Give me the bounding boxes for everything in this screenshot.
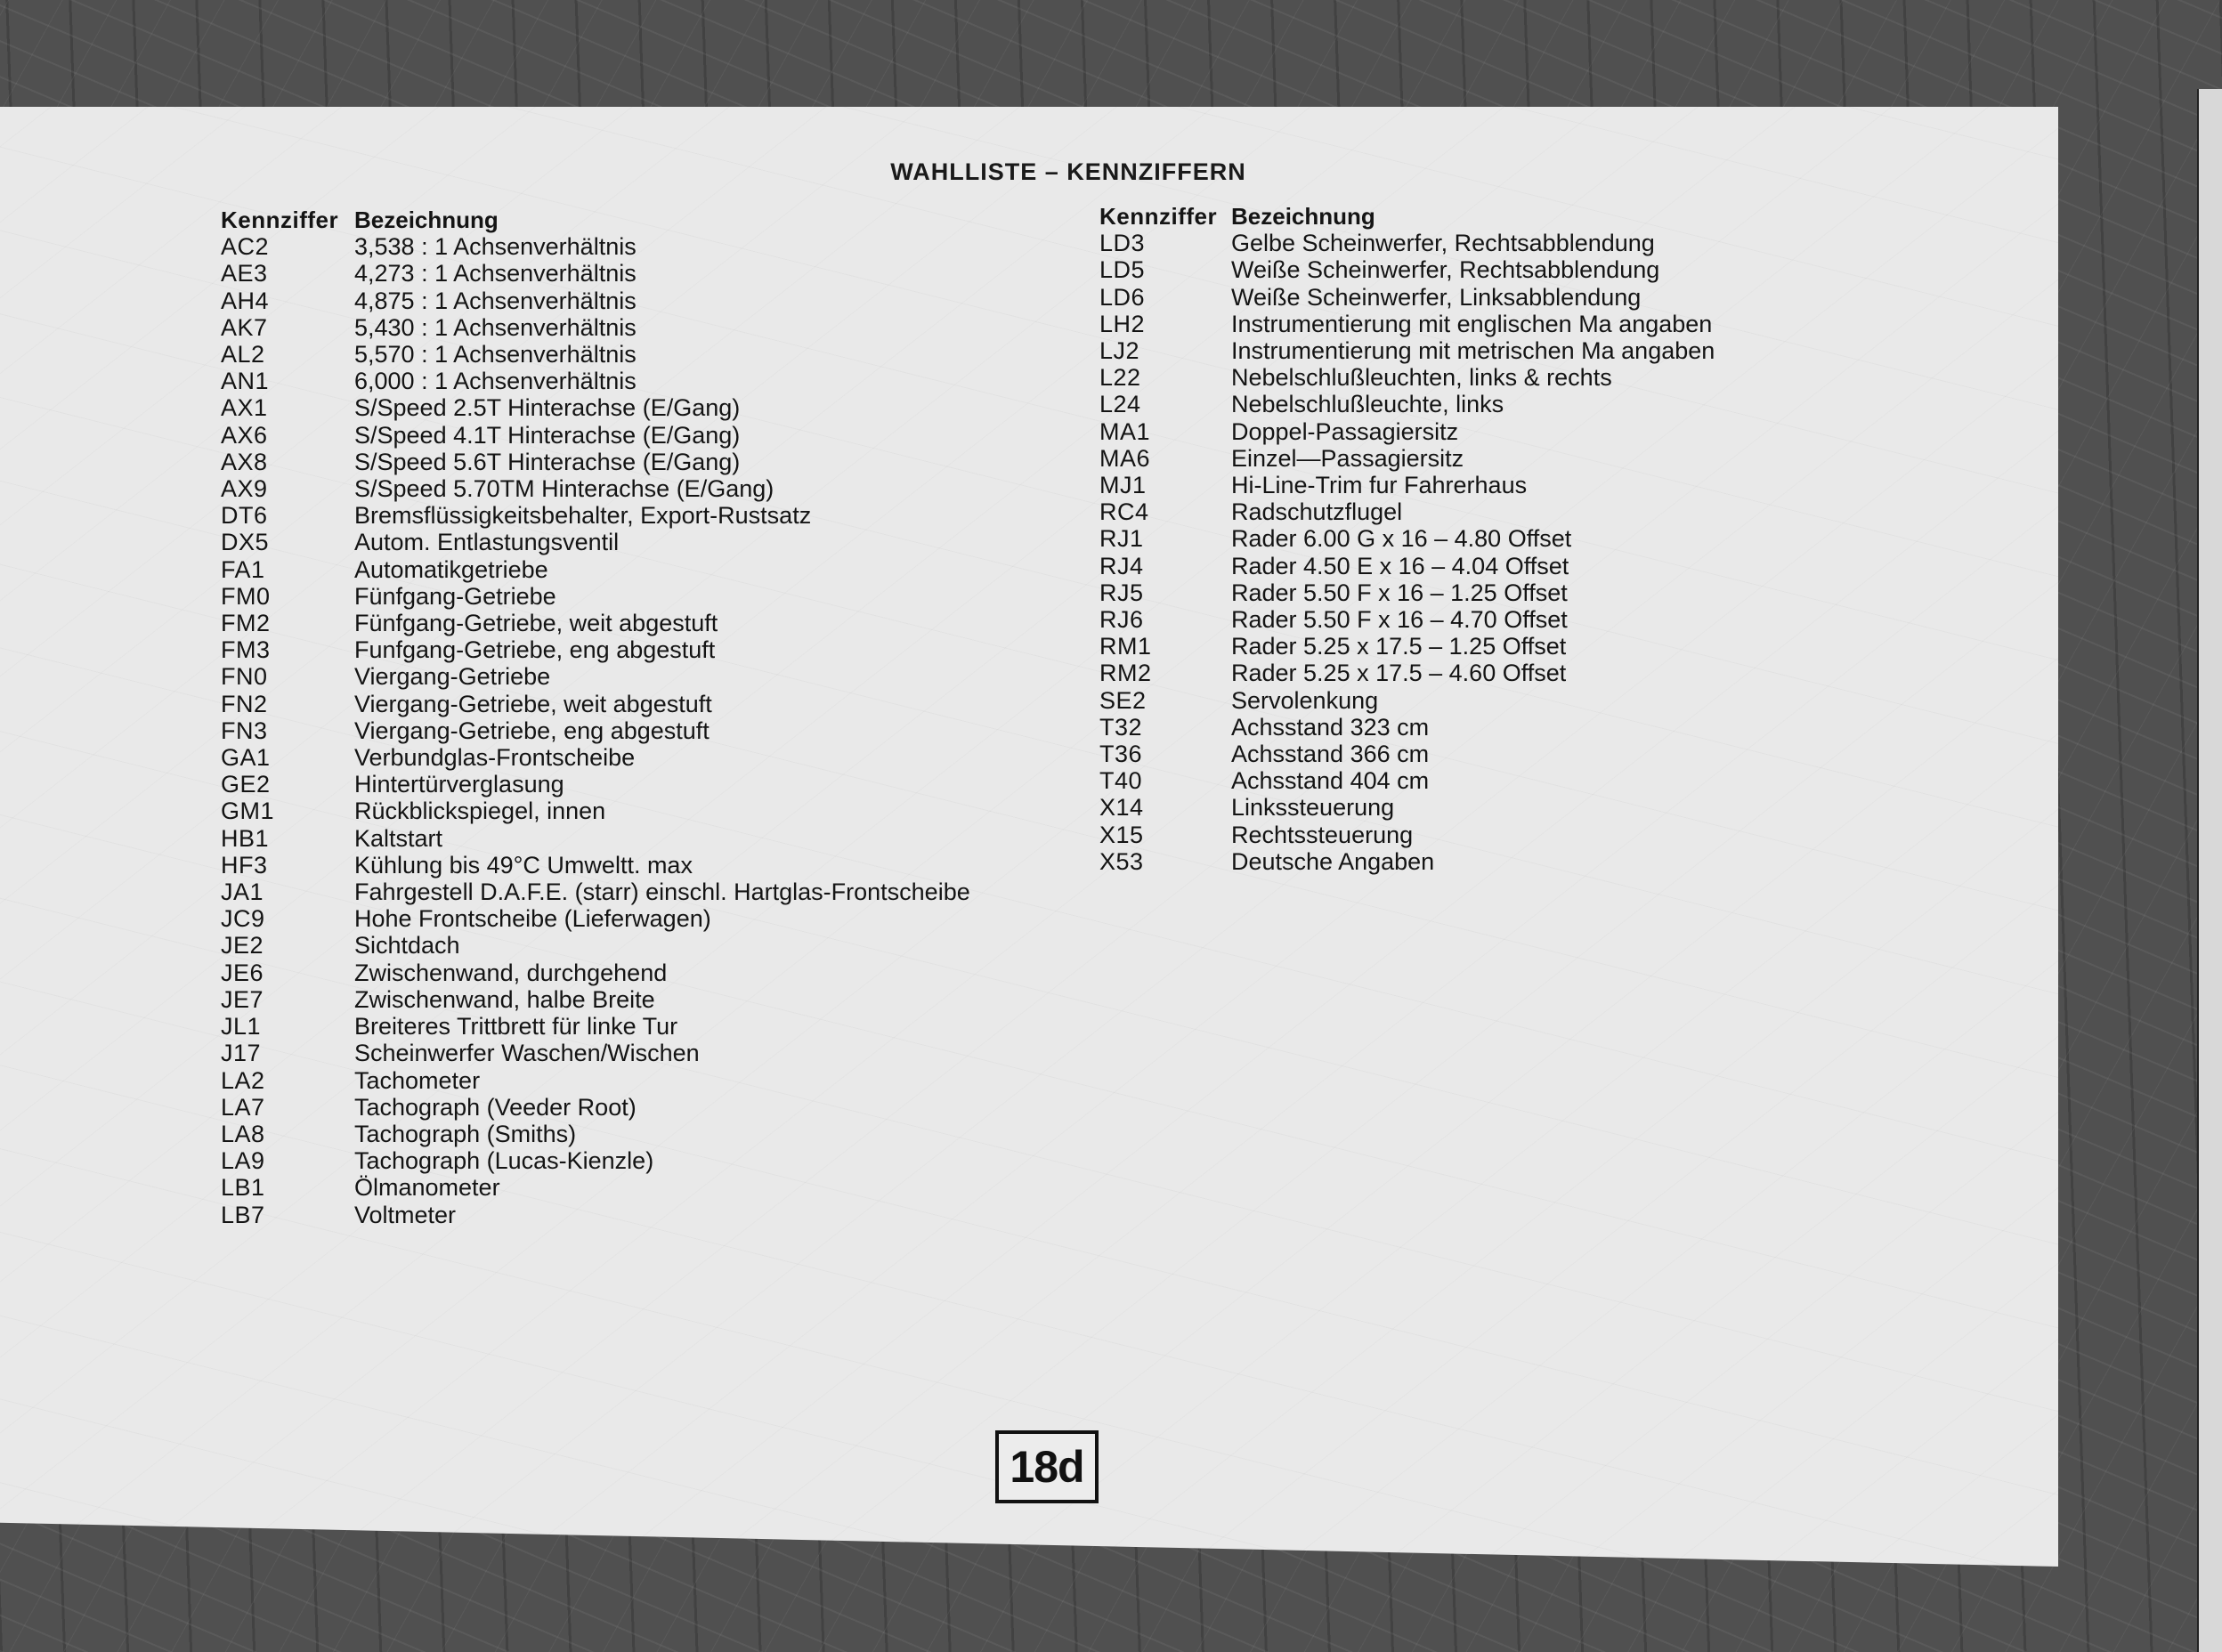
table-row — [221, 691, 1058, 717]
table-row — [221, 449, 1058, 475]
table-row — [1099, 687, 1865, 714]
table-row — [1099, 391, 1865, 417]
option-code: LH2 — [1099, 310, 1146, 337]
option-code: JE6 — [221, 959, 264, 986]
option-description: 4,875 : 1 Achsenverhältnis — [354, 287, 637, 314]
option-description: Einzel—Passagiersitz — [1231, 444, 1464, 472]
option-code: AH4 — [221, 287, 270, 314]
table-row — [1099, 337, 1865, 364]
table-row — [221, 986, 1058, 1013]
table-row — [1099, 767, 1865, 794]
header-description: Bezeichnung — [354, 206, 499, 233]
option-code: SE2 — [1099, 686, 1147, 714]
option-description: Viergang-Getriebe, weit abgestuft — [354, 690, 712, 717]
option-code: FM3 — [221, 636, 271, 664]
page-title: WAHLLISTE – KENNZIFFERN — [890, 158, 1246, 185]
option-code: AX1 — [221, 394, 268, 422]
option-description: Rader 5.25 x 17.5 – 4.60 Offset — [1231, 660, 1567, 687]
option-description: 5,570 : 1 Achsenverhältnis — [354, 341, 637, 368]
option-description: 4,273 : 1 Achsenverhältnis — [354, 260, 637, 287]
option-code: MJ1 — [1099, 472, 1147, 499]
table-row — [221, 1121, 1058, 1147]
option-code: RJ5 — [1099, 579, 1144, 606]
option-code: DX5 — [221, 529, 270, 556]
table-row — [221, 663, 1058, 690]
option-code: FN3 — [221, 717, 268, 744]
table-row — [221, 583, 1058, 610]
option-description: Zwischenwand, halbe Breite — [354, 985, 655, 1013]
left-table-body — [221, 233, 1058, 1228]
table-row — [221, 771, 1058, 798]
option-code: HF3 — [221, 851, 268, 879]
option-description: Nebelschlußleuchte, links — [1231, 391, 1504, 418]
option-description: Rader 5.25 x 17.5 – 1.25 Offset — [1231, 633, 1567, 660]
option-description: Fünfgang-Getriebe — [354, 582, 556, 610]
header-code: Kennziffer — [1099, 203, 1218, 230]
option-code: AX8 — [221, 448, 268, 475]
option-code: LA8 — [221, 1120, 265, 1147]
table-row — [221, 798, 1058, 824]
option-code: FA1 — [221, 555, 265, 583]
option-description: Doppel-Passagiersitz — [1231, 417, 1459, 445]
option-description: Rader 5.50 F x 16 – 1.25 Offset — [1231, 579, 1568, 606]
option-code: HB1 — [221, 824, 270, 852]
option-code: LA2 — [221, 1066, 265, 1094]
table-row — [1099, 311, 1865, 337]
table-row — [1099, 472, 1865, 498]
table-row — [221, 260, 1058, 287]
left-table-header — [221, 206, 1058, 233]
option-description: Instrumentierung mit metrischen Ma angaben — [1231, 337, 1715, 365]
table-row — [1099, 794, 1865, 821]
option-description: Breiteres Trittbrett für linke Tur — [354, 1013, 678, 1041]
option-description: S/Speed 2.5T Hinterachse (E/Gang) — [354, 394, 741, 422]
option-code: AL2 — [221, 341, 265, 368]
option-code: RJ4 — [1099, 552, 1144, 579]
option-code: T40 — [1099, 767, 1143, 795]
option-description: Servolenkung — [1231, 686, 1379, 714]
option-description: Autom. Entlastungsventil — [354, 529, 620, 556]
table-row — [221, 905, 1058, 932]
option-description: Rader 6.00 G x 16 – 4.80 Offset — [1231, 525, 1572, 553]
table-row — [1099, 284, 1865, 311]
option-description: Tachograph (Veeder Root) — [354, 1093, 637, 1121]
table-row — [221, 610, 1058, 636]
option-description: Achsstand 404 cm — [1231, 767, 1430, 795]
option-description: Verbundglas-Frontscheibe — [354, 744, 636, 772]
option-description: Zwischenwand, durchgehend — [354, 959, 668, 986]
option-description: Achsstand 366 cm — [1231, 741, 1430, 768]
option-description: Hohe Frontscheibe (Lieferwagen) — [354, 905, 711, 933]
option-description: Hi-Line-Trim fur Fahrerhaus — [1231, 472, 1528, 499]
header-code: Kennziffer — [221, 206, 339, 233]
option-description: Viergang-Getriebe, eng abgestuft — [354, 717, 710, 744]
table-row — [221, 422, 1058, 449]
option-code: T32 — [1099, 713, 1143, 741]
right-table-body — [1099, 230, 1865, 875]
option-description: Linkssteuerung — [1231, 794, 1395, 822]
right-code-table — [1099, 203, 1865, 875]
option-code: AC2 — [221, 233, 270, 261]
option-description: S/Speed 5.6T Hinterachse (E/Gang) — [354, 448, 741, 475]
table-row — [1099, 418, 1865, 445]
option-description: Ölmanometer — [354, 1174, 500, 1202]
table-row — [1099, 660, 1865, 686]
option-code: T36 — [1099, 741, 1143, 768]
table-row — [1099, 633, 1865, 660]
option-description: Fünfgang-Getriebe, weit abgestuft — [354, 610, 718, 637]
option-description: Automatikgetriebe — [354, 555, 548, 583]
option-code: X14 — [1099, 794, 1144, 822]
table-row — [221, 825, 1058, 852]
table-row — [221, 394, 1058, 421]
table-row — [1099, 579, 1865, 606]
header-description: Bezeichnung — [1231, 203, 1375, 230]
table-row — [221, 744, 1058, 771]
option-description: Tachometer — [354, 1066, 481, 1094]
table-row — [221, 879, 1058, 905]
option-description: Gelbe Scheinwerfer, Rechtsabblendung — [1231, 230, 1655, 257]
table-row — [1099, 498, 1865, 525]
table-row — [1099, 256, 1865, 283]
option-code: X53 — [1099, 847, 1144, 875]
option-code: FM2 — [221, 610, 271, 637]
option-description: Fahrgestell D.A.F.E. (starr) einschl. Hartglas-Frontscheibe — [354, 879, 970, 906]
option-description: Weiße Scheinwerfer, Rechtsabblendung — [1231, 256, 1660, 284]
option-code: L22 — [1099, 364, 1141, 392]
option-code: GA1 — [221, 744, 271, 772]
table-row — [221, 314, 1058, 341]
option-code: JC9 — [221, 905, 265, 933]
table-row — [221, 475, 1058, 502]
table-row — [221, 502, 1058, 529]
option-code: AX9 — [221, 475, 268, 503]
table-row — [1099, 553, 1865, 579]
option-description: Rader 5.50 F x 16 – 4.70 Offset — [1231, 606, 1568, 634]
table-row — [221, 1202, 1058, 1228]
option-description: Scheinwerfer Waschen/Wischen — [354, 1040, 700, 1067]
option-code: FN2 — [221, 690, 268, 717]
option-code: JE2 — [221, 932, 264, 960]
page-number-badge: 18d — [995, 1430, 1099, 1503]
option-description: Achsstand 323 cm — [1231, 713, 1430, 741]
option-description: 3,538 : 1 Achsenverhältnis — [354, 233, 637, 261]
option-description: Viergang-Getriebe — [354, 663, 551, 691]
table-row — [221, 717, 1058, 744]
option-description: Nebelschlußleuchten, links & rechts — [1231, 364, 1612, 392]
option-description: S/Speed 5.70TM Hinterachse (E/Gang) — [354, 475, 774, 503]
option-code: JA1 — [221, 879, 264, 906]
right-table-header — [1099, 203, 1865, 230]
option-description: Rader 4.50 E x 16 – 4.04 Offset — [1231, 552, 1569, 579]
option-code: LJ2 — [1099, 337, 1140, 365]
table-row — [221, 287, 1058, 314]
option-code: JE7 — [221, 985, 264, 1013]
option-code: FM0 — [221, 582, 271, 610]
option-description: Rückblickspiegel, innen — [354, 798, 606, 825]
table-row — [221, 852, 1058, 879]
table-row — [1099, 714, 1865, 741]
left-code-table — [221, 206, 1058, 1228]
option-code: LD6 — [1099, 283, 1146, 311]
option-code: MA1 — [1099, 417, 1151, 445]
table-row — [221, 636, 1058, 663]
table-row — [221, 932, 1058, 959]
table-row — [221, 1067, 1058, 1094]
option-code: RJ6 — [1099, 606, 1144, 634]
table-row — [1099, 741, 1865, 767]
option-description: Tachograph (Smiths) — [354, 1120, 577, 1147]
option-code: LB7 — [221, 1201, 265, 1228]
table-row — [221, 1174, 1058, 1201]
option-code: JL1 — [221, 1013, 262, 1041]
option-description: Bremsflüssigkeitsbehalter, Export-Rustsatz — [354, 502, 812, 530]
option-code: AE3 — [221, 260, 268, 287]
option-code: DT6 — [221, 502, 268, 530]
table-row — [221, 960, 1058, 986]
table-row — [1099, 445, 1865, 472]
option-code: AK7 — [221, 313, 268, 341]
option-description: Tachograph (Lucas-Kienzle) — [354, 1147, 654, 1175]
table-row — [221, 556, 1058, 583]
option-code: RC4 — [1099, 498, 1149, 526]
table-row — [221, 233, 1058, 260]
option-description: 6,000 : 1 Achsenverhältnis — [354, 368, 637, 395]
table-row — [221, 368, 1058, 394]
option-description: S/Speed 4.1T Hinterachse (E/Gang) — [354, 421, 741, 449]
option-code: RJ1 — [1099, 525, 1144, 553]
option-description: Rechtssteuerung — [1231, 821, 1414, 848]
option-code: RM2 — [1099, 660, 1152, 687]
table-row — [221, 1147, 1058, 1174]
option-code: LD3 — [1099, 230, 1146, 257]
option-code: J17 — [221, 1040, 262, 1067]
option-description: Voltmeter — [354, 1201, 457, 1228]
option-code: X15 — [1099, 821, 1144, 848]
table-row — [221, 1013, 1058, 1040]
option-code: LA7 — [221, 1093, 265, 1121]
adjacent-page-edge — [2197, 89, 2222, 1652]
option-code: LB1 — [221, 1174, 265, 1202]
table-row — [221, 1040, 1058, 1066]
option-code: L24 — [1099, 391, 1141, 418]
table-row — [221, 341, 1058, 368]
option-description: Kühlung bis 49°C Umweltt. max — [354, 851, 693, 879]
option-description: Sichtdach — [354, 932, 460, 960]
option-description: Deutsche Angaben — [1231, 847, 1435, 875]
option-description: Hintertürverglasung — [354, 771, 564, 798]
option-description: Weiße Scheinwerfer, Linksabblendung — [1231, 283, 1642, 311]
option-code: FN0 — [221, 663, 268, 691]
option-code: MA6 — [1099, 444, 1151, 472]
table-row — [1099, 606, 1865, 633]
table-row — [1099, 525, 1865, 552]
table-row — [1099, 848, 1865, 875]
option-description: Funfgang-Getriebe, eng abgestuft — [354, 636, 716, 664]
table-row — [221, 529, 1058, 555]
table-row — [221, 1094, 1058, 1121]
table-row — [1099, 230, 1865, 256]
table-row — [1099, 364, 1865, 391]
option-code: GM1 — [221, 798, 275, 825]
option-description: Radschutzflugel — [1231, 498, 1403, 526]
option-code: AX6 — [221, 421, 268, 449]
table-row — [1099, 822, 1865, 848]
option-code: LD5 — [1099, 256, 1146, 284]
option-code: RM1 — [1099, 633, 1152, 660]
option-code: LA9 — [221, 1147, 265, 1175]
option-description: Instrumentierung mit englischen Ma angaben — [1231, 310, 1713, 337]
option-code: AN1 — [221, 368, 270, 395]
option-code: GE2 — [221, 771, 271, 798]
option-description: 5,430 : 1 Achsenverhältnis — [354, 313, 637, 341]
option-description: Kaltstart — [354, 824, 443, 852]
